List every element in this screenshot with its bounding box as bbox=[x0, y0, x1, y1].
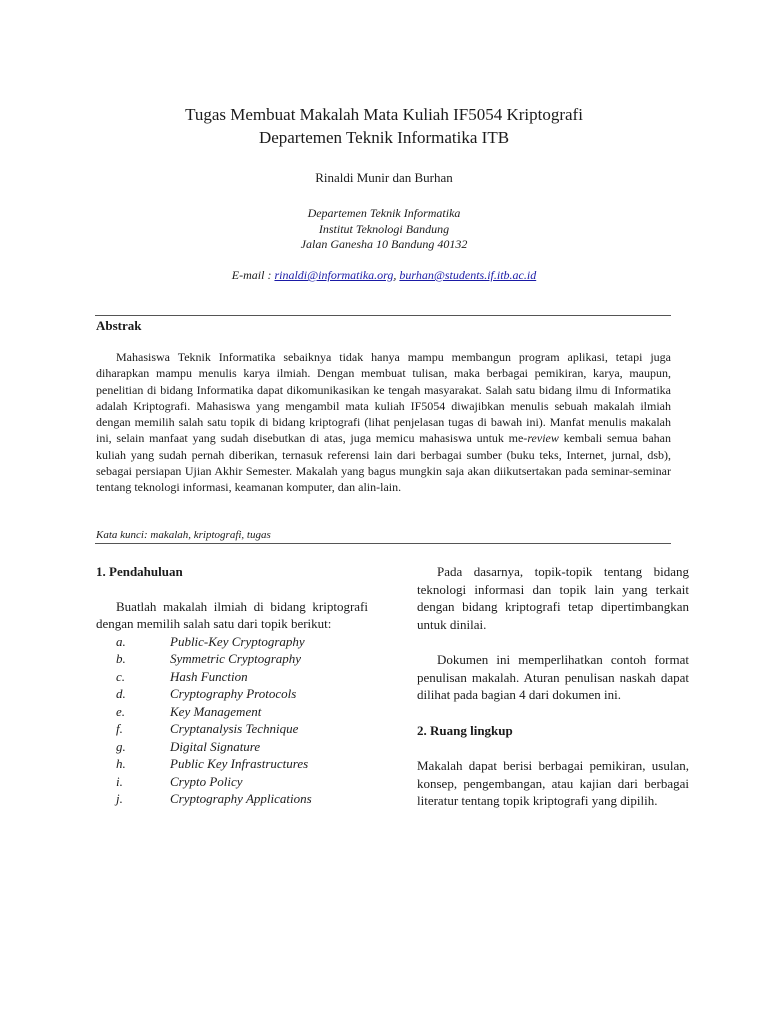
right-column bbox=[417, 563, 689, 810]
email-link-rinaldi[interactable]: rinaldi@informatika.org bbox=[274, 268, 394, 282]
email-line bbox=[0, 268, 768, 283]
authors: Rinaldi Munir dan Burhan bbox=[315, 170, 453, 185]
abstract-heading: Abstrak bbox=[96, 318, 142, 333]
abstract-text-italic: review bbox=[527, 431, 559, 446]
section-1-intro: Buatlah makalah ilmiah di bidang kriptografi dengan memilih salah satu dari topik berikut: bbox=[96, 598, 368, 631]
email-link-burhan[interactable]: burhan@students.if.itb.ac.id bbox=[399, 268, 537, 282]
list-item: c. Hash Function bbox=[116, 668, 248, 684]
list-item: a. Public-Key Cryptography bbox=[116, 633, 305, 649]
section-2-text: Makalah dapat berisi berbagai pemikiran, usulan, konsep, pengembangan, atau kajian dari berbagai literatur tentang topik kriptografi yang dipilih. bbox=[417, 758, 689, 808]
paper-title-line-2: Departemen Teknik Informatika ITB bbox=[258, 128, 510, 147]
list-item: j. Cryptography Applications bbox=[116, 791, 312, 806]
topic-list bbox=[96, 633, 368, 808]
abstract-text-part-1: Mahasiswa Teknik Informatika sebaiknya tidak hanya mampu membangun program aplikasi, tetapi juga diharapkan mampu menulis karya ilmiah. Dengan membuat tulisan, maka berbagai pemikiran, karya, maupun, penelitian di bidang Informatika dapat dikomunikasikan ke tengah masyarakat. Salah satu bidang ilmu di Informatika adalah Kriptografi. Mahasiswa yang mengambil mata kuliah IF5054 diwajibkan menulis sebuah makalah ilmiah dengan memilih salah satu topik di bidang kriptografi (lihat penjelasan tugas di bawah ini). Manfat menulis makalah ini, selain manfaat yang sudah disebutkan di atas, juga memicu mahasiswa untuk me- bbox=[96, 350, 671, 446]
abstract-paragraph bbox=[96, 349, 671, 496]
list-item: b. Symmetric Cryptography bbox=[116, 651, 302, 666]
email-label: E-mail : bbox=[231, 268, 275, 282]
affiliation-department: Departemen Teknik Informatika bbox=[307, 206, 461, 220]
list-item: d. Cryptography Protocols bbox=[116, 686, 297, 701]
email-separator: , bbox=[393, 268, 400, 282]
list-item: f. Cryptanalysis Technique bbox=[116, 721, 299, 736]
abstract-top-rule bbox=[95, 315, 671, 316]
affiliation-institute: Institut Teknologi Bandung bbox=[318, 222, 450, 236]
list-item: i. Crypto Policy bbox=[116, 773, 243, 789]
abstract-text-part-2: kembali semua bahan kuliah yang sudah pernah diberikan, ternasuk referensi lain dari berbagai sumber (buku teks, Internet, jurnal, dsb), sebagai persiapan Ujian Akhir Semester. Makalah yang bagus mungkin saja akan diikutsertakan pada seminar-seminar tentang teknologi informasi, keamanan komputer, dan alin-lain. bbox=[96, 431, 672, 495]
section-2-heading: 2. Ruang lingkup bbox=[417, 722, 513, 738]
right-paragraph-2: Dokumen ini memperlihatkan contoh format penulisan makalah. Aturan penulisan naskah dapat dilihat pada bagian 4 dari dokumen ini. bbox=[417, 652, 689, 702]
list-item: h. Public Key Infrastructures bbox=[116, 756, 309, 771]
list-item: g. Digital Signature bbox=[116, 738, 261, 754]
paper-title-line-1: Tugas Membuat Makalah Mata Kuliah IF5054 Kriptografi bbox=[185, 105, 583, 124]
abstract-body bbox=[96, 349, 671, 496]
keywords: Kata kunci: makalah, kriptografi, tugas bbox=[96, 529, 271, 541]
abstract-bottom-rule bbox=[95, 543, 671, 544]
section-1-heading: 1. Pendahuluan bbox=[96, 564, 183, 579]
list-item: e. Key Management bbox=[116, 703, 262, 719]
right-paragraph-1: Pada dasarnya, topik-topik tentang bidang teknologi informasi dan topik lain yang terkait dengan bidang kriptografi tetap dipertimbangkan untuk dinilai. bbox=[417, 564, 689, 632]
left-column bbox=[96, 563, 368, 808]
affiliation-address: Jalan Ganesha 10 Bandung 40132 bbox=[300, 237, 468, 251]
